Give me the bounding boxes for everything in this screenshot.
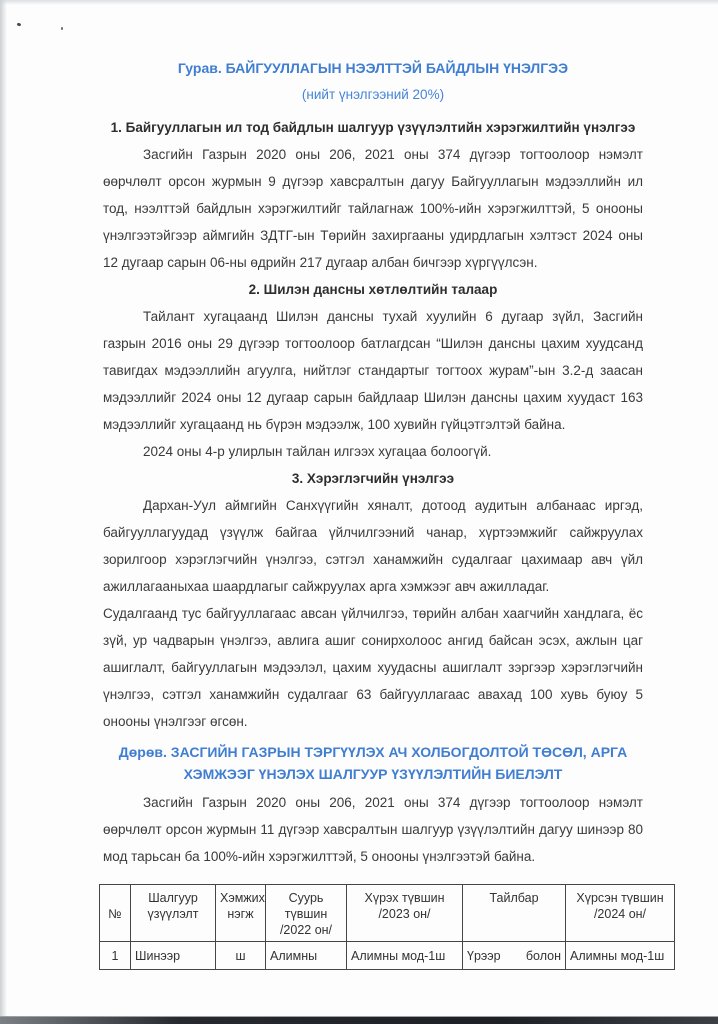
- scan-speck: [61, 27, 63, 30]
- paragraph-glass-account: Тайлант хугацаанд Шилэн дансны тухай хуулийн 6 дугаар зүйл, Засгийн газрын 2016 оны 29 дүгээр тогтоолоор батлагдсан “Шилэн дансны цахим хуудсанд тавигдах мэдээллийн агуулга, нийтлэг стандартыг тогтоох журам”-ын 3.2-д заасан мэдээллийг 2024 оны 12 дугаар сарын байдлаар Шилэн дансны цахим хуудаст 163 мэдээллийг хугацаанд нь бүрэн мэдээлж, 100 хувийн гүйцэтгэлтэй байна.: [103, 309, 643, 432]
- table-header-cell: Хэмжих нэгж: [216, 885, 266, 942]
- subsection-3-heading: 3. Хэрэглэгчийн үнэлгээ: [291, 471, 455, 486]
- indicator-table: [99, 884, 675, 970]
- table-cell: Алимны: [266, 942, 347, 970]
- paragraph-customer-evaluation-2: Судалгаанд тус байгууллагаас авсан үйлчилгээ, төрийн албан хаагчийн хандлага, ёс зүй, ур чадварын үнэлгээ, авлига ашиг сонирхолоос ангид байсан эсэх, ажлын цаг ашиглалт, байгууллагын мэдээлэл, цахим хуудасны ашиглалт зэргээр хэрэглэгчийн үнэлгээ, сэтгэл ханамжийн судалгааг 63 байгууллагаас авахад 100 хувь буюу 5 онооны үнэлгээг өгсөн.: [103, 606, 643, 729]
- table-header-cell: Суурь түвшин /2022 он/: [266, 885, 347, 942]
- section-three-title: Гурав. БАЙГУУЛЛАГЫН НЭЭЛТТЭЙ БАЙДЛЫН ҮНЭЛГЭЭ: [177, 60, 569, 76]
- table-header-cell: Тайлбар: [463, 885, 566, 942]
- table-header-cell: Хүрэх түвшин /2023 он/: [347, 885, 463, 942]
- scan-edge-left: [0, 0, 7, 1024]
- document-body: [103, 58, 665, 970]
- table-header-row: [100, 885, 675, 942]
- scan-speck: [17, 22, 22, 26]
- section-three-subtitle: (нийт үнэлгээний 20%): [301, 87, 445, 102]
- paragraph-transparency-report: Засгийн Газрын 2020 оны 206, 2021 оны 374 дүгээр тогтоолоор нэмэлт өөрчлөлт орсон журмын 9 дүгээр хавсралтын дагуу Байгууллагын мэдээллийн ил тод, нээлттэй байдлын хэрэгжилтийг тайлагнаж 100%-ийн хэрэгжилттэй, 5 онооны үнэлгээтэйгээр аймгийн ЗДТГ-ын Төрийн захиргааны удирдлагын хэлтэст 2024 оны 12 дугаар сарын 06-ны өдрийн 217 дугаар албан бичгээр хүргүүлсэн.: [103, 147, 643, 270]
- table-header-cell: №: [100, 885, 131, 942]
- subsection-2-heading: 2. Шилэн дансны хөтлөлтийн талаар: [248, 282, 498, 297]
- paragraph-customer-evaluation-1: Дархан-Уул аймгийн Санхүүгийн хяналт, дотоод аудитын албанаас иргэд, байгууллагуудад үзүүлж байгаа үйлчилгээний чанар, хүртээмжийг сайжруулах зорилгоор хэрэглэгчийн үнэлгээ, сэтгэл ханамжийн судалгааг цахимаар авч үйл ажиллагааныхаа шаардлагыг сайжруулах арга хэмжээг авч ажилладаг.: [103, 498, 643, 594]
- table-header-cell: Шалгуур үзүүлэлт: [131, 885, 216, 942]
- table-cell: Шинээр: [131, 942, 216, 970]
- table-header-cell: Хүрсэн түвшин /2024 он/: [566, 885, 675, 942]
- table-cell: ш: [216, 942, 266, 970]
- table-cell: 1: [100, 942, 131, 970]
- scan-edge-top: [0, 0, 718, 5]
- paragraph-priority-project: Засгийн Газрын 2020 оны 206, 2021 оны 374 дүгээр тогтоолоор нэмэлт өөрчлөлт орсон журмын 11 дүгээр хавсралтын шалгуур үзүүлэлтийн дагуу шинээр 80 мод тарьсан ба 100%-ийн хэрэгжилттэй, 5 онооны үнэлгээтэй байна.: [103, 795, 643, 864]
- scan-edge-bottom: [0, 1016, 718, 1024]
- section-four-title: Дөрөв. ЗАСГИЙН ГАЗРЫН ТЭРГҮҮЛЭХ АЧ ХОЛБОГДОЛТОЙ ТӨСӨЛ, АРГА ХЭМЖЭЭГ ҮНЭЛЭХ ШАЛГУУР ҮЗҮҮЛЭЛТИЙН БИЕЛЭЛТ: [118, 744, 628, 782]
- paragraph-q4-report-note: 2024 оны 4-р улирлын тайлан илгээх хугацаа болоогүй.: [143, 444, 492, 459]
- table-row: [100, 942, 675, 970]
- subsection-1-heading: 1. Байгууллагын ил тод байдлын шалгуур үзүүлэлтийн хэрэгжилтийн үнэлгээ: [110, 120, 636, 135]
- table-cell: Алимны мод-1ш: [566, 942, 675, 970]
- table-cell: Алимны мод-1ш: [347, 942, 463, 970]
- table-cell: Үрээр болон: [463, 942, 566, 970]
